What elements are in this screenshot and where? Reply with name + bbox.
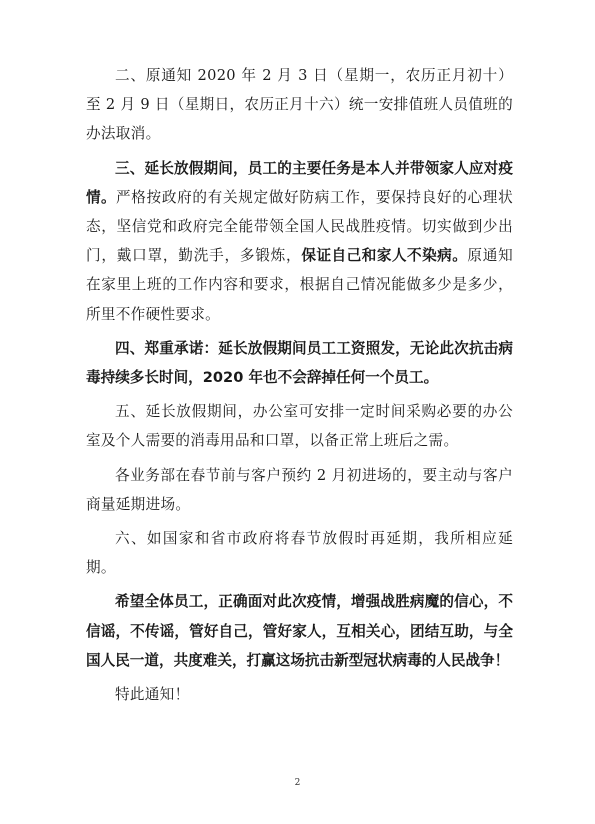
paragraph-closing-hope: 希望全体员工，正确面对此次疫情，增强战胜病魔的信心，不信谣，不传谣，管好自己，管好家人，互相关心，团结互助，与全国人民一道，共度难关，打赢这场抗击新型冠状病毒的人民战争！ — [86, 593, 513, 669]
page-number: 2 — [294, 778, 301, 788]
paragraph-5-supplies: 五、延长放假期间，办公室可安排一定时间采购必要的办公室及个人需要的消毒用品和口罩，以备正常上班后之需。 — [86, 403, 513, 450]
document-body — [86, 61, 513, 714]
paragraph-3-body-end: 原通知在家里上班的工作内容和要求，根据自己情况能做多少是多少，所里不作硬性要求。 — [86, 247, 513, 323]
paragraph-4-promise: 四、郑重承诺：延长放假期间员工工资照发，无论此次抗击病毒持续多长时间，2020 年也不会辞掉任何一个员工。 — [86, 339, 513, 387]
paragraph-2-schedule-cancel: 二、原通知 2020 年 2 月 3 日（星期一，农历正月初十）至 2 月 9 日（星期日，农历正月十六）统一安排值班人员值班的办法取消。 — [86, 67, 513, 143]
paragraph-3-employee-tasks — [86, 154, 513, 329]
paragraph-3-bold-lead: 三、延长放假期间，员工的主要任务是本人并带领家人应对疫情。 — [86, 159, 513, 206]
paragraph-business-departments: 各业务部在春节前与客户预约 2 月初进场的，要主动与客户商量延期进场。 — [86, 466, 513, 513]
paragraph-3-body: 严格按政府的有关规定做好防病工作，要保持良好的心理状态，坚信党和政府完全能带领全国人民战胜疫情。切实做到少出门，戴口罩，勤洗手，多锻炼， — [86, 188, 513, 265]
paragraph-notice-end: 特此通知！ — [115, 686, 190, 704]
paragraph-6-extension: 六、如国家和省市政府将春节放假时再延期，我所相应延期。 — [86, 530, 513, 577]
paragraph-3-bold-emphasis: 保证自己和家人不染病。 — [301, 247, 468, 265]
